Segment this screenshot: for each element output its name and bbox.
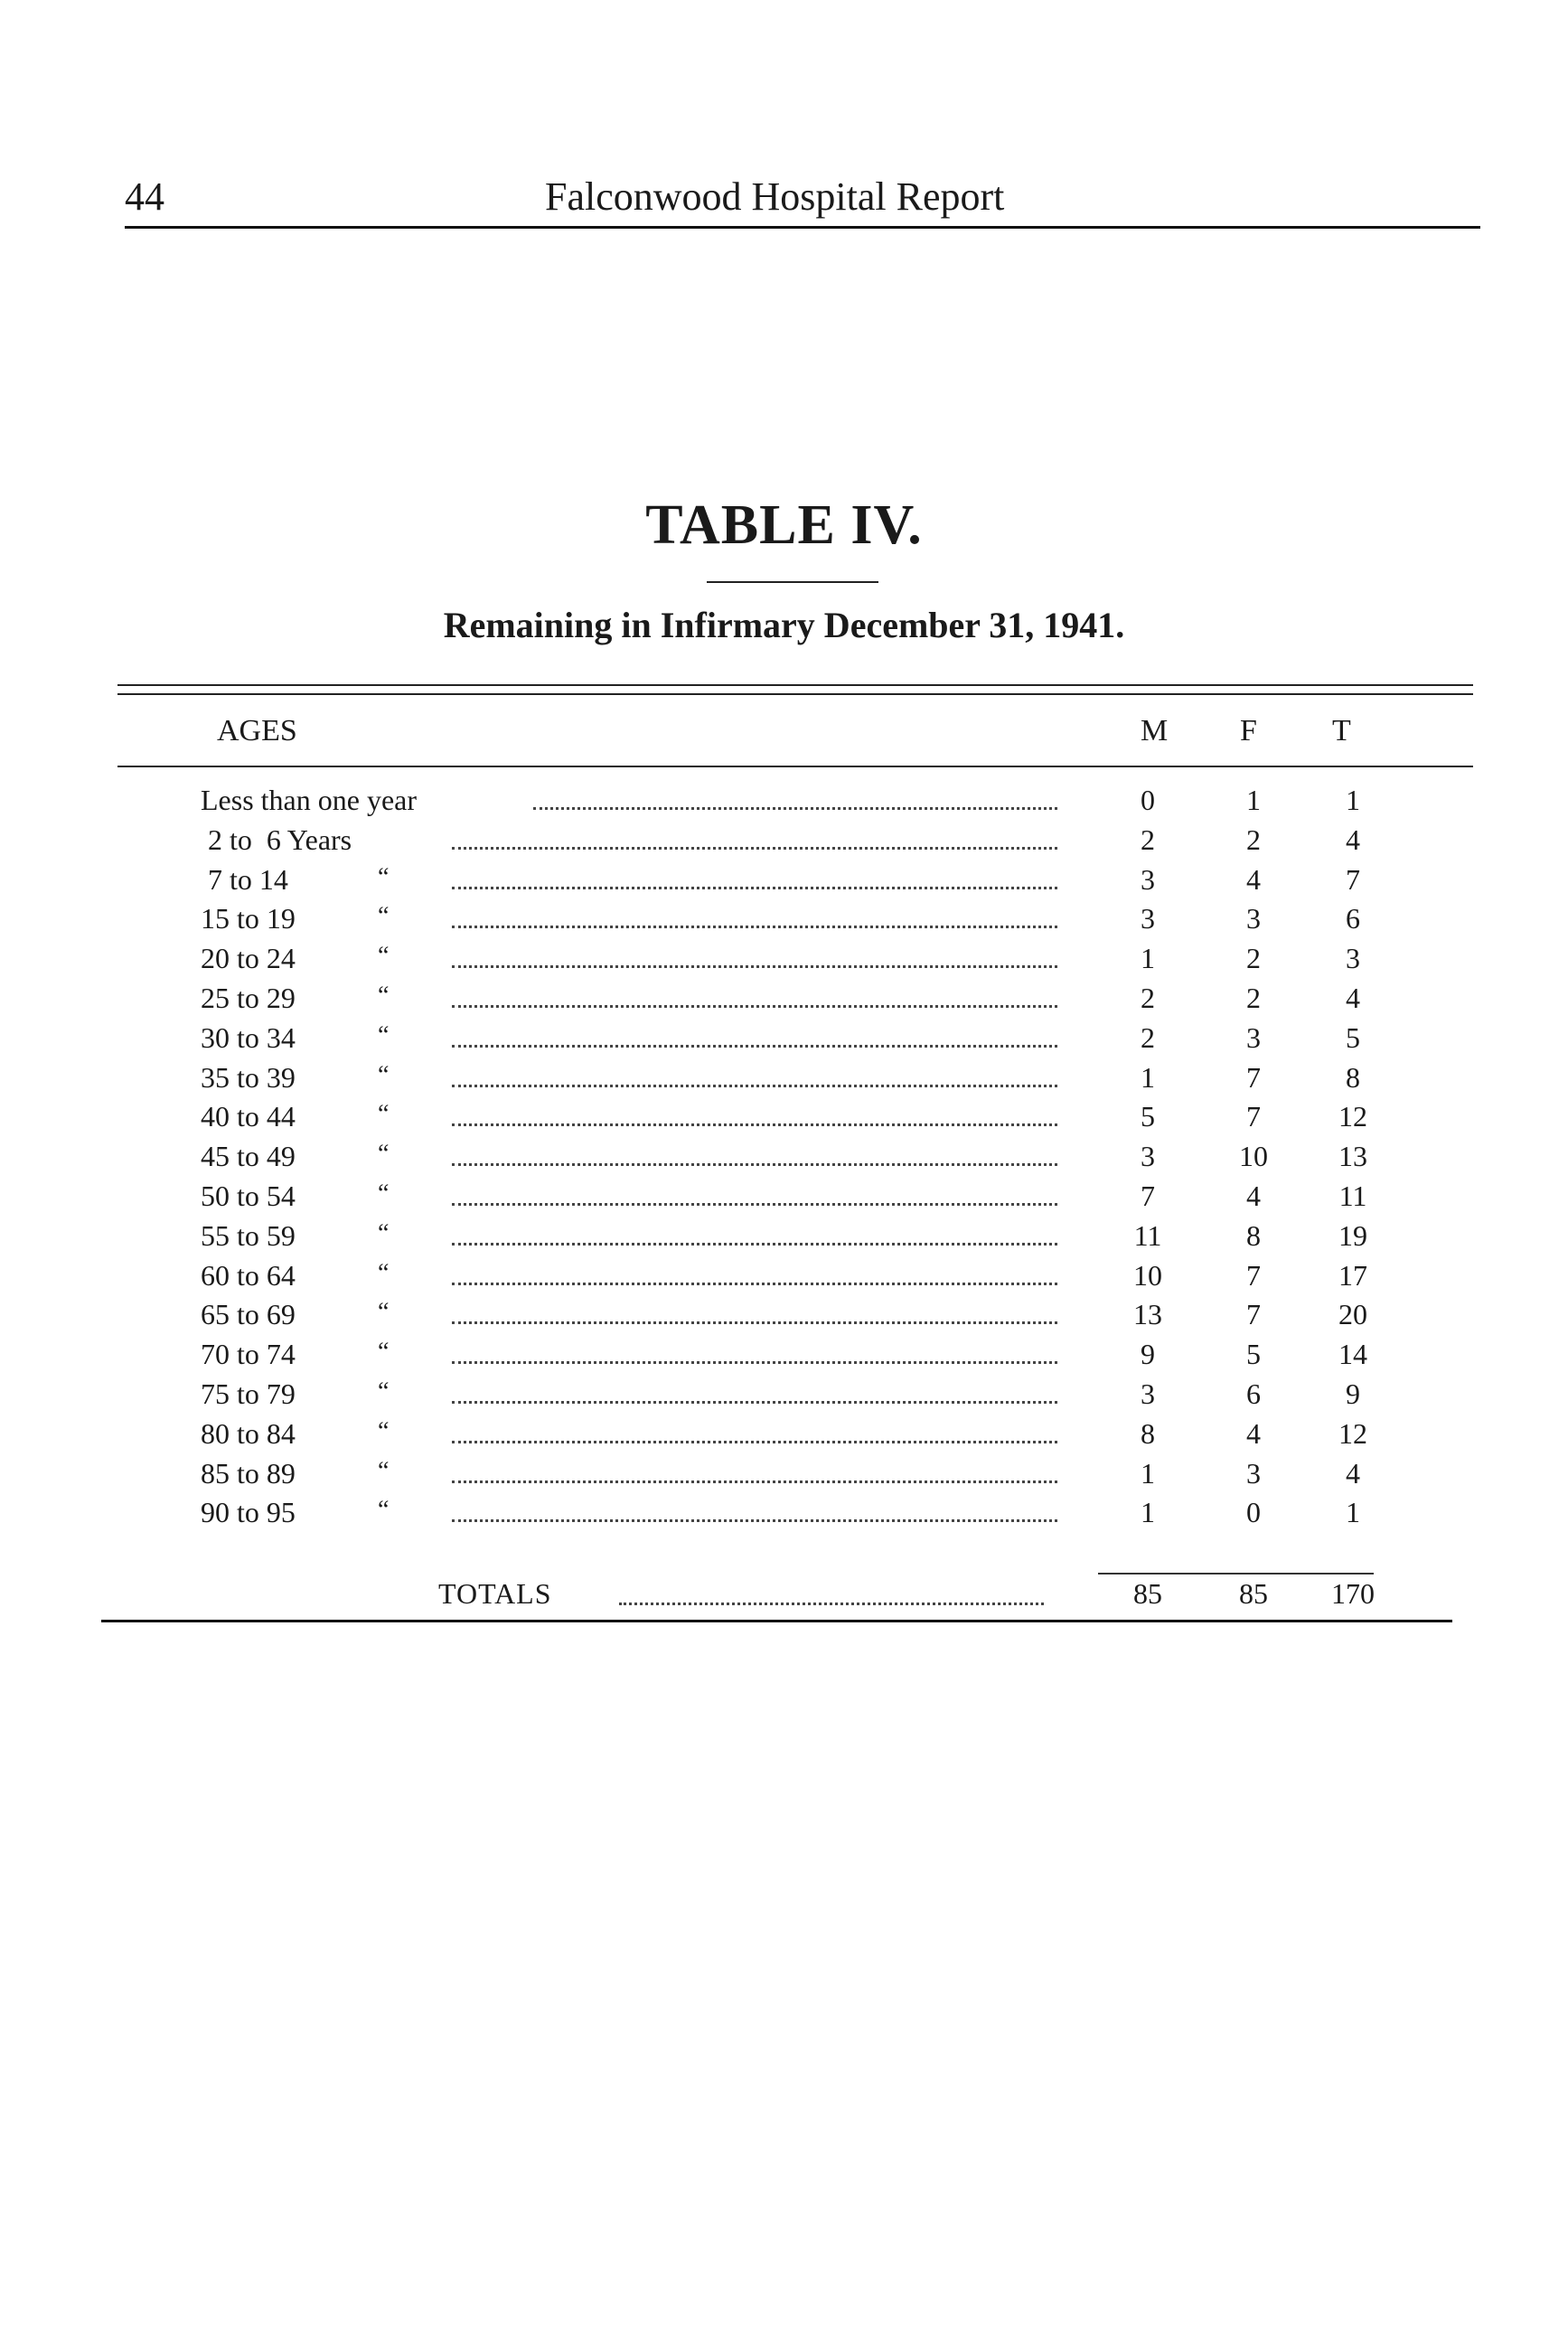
total-count: 1 [1346, 1496, 1360, 1529]
female-count: 1 [1246, 784, 1261, 816]
age-range-label: 40 to 44 [201, 1100, 296, 1133]
male-count: 1 [1141, 1060, 1155, 1094]
running-head [125, 174, 1480, 224]
totals-row [0, 1577, 1568, 1617]
dot-leader [452, 1519, 1057, 1522]
totals-label: TOTALS [438, 1577, 552, 1610]
female-count: 7 [1246, 1060, 1261, 1094]
female-count: 2 [1246, 942, 1261, 975]
total-count: 12 [1338, 1100, 1367, 1133]
ditto-mark: “ [378, 1298, 390, 1327]
ditto-mark: “ [378, 1377, 390, 1405]
column-header-total: T [1332, 714, 1351, 747]
table-row [0, 863, 1568, 903]
ditto-mark: “ [378, 1338, 390, 1367]
age-range-label: 50 to 54 [201, 1180, 296, 1212]
female-count: 7 [1246, 1298, 1261, 1331]
total-female: 85 [1239, 1577, 1268, 1610]
female-count: 0 [1246, 1496, 1261, 1529]
column-header-male: M [1141, 714, 1169, 747]
male-count: 8 [1141, 1416, 1155, 1450]
female-count: 4 [1246, 1180, 1261, 1212]
column-header-rule [117, 766, 1473, 767]
column-header-female: F [1240, 714, 1257, 747]
total-count: 6 [1346, 902, 1360, 935]
female-count: 2 [1246, 822, 1261, 856]
age-range-label: 90 to 95 [201, 1496, 296, 1529]
page-number: 44 [125, 174, 164, 219]
total-count: 3 [1346, 942, 1360, 975]
dot-leader [452, 1005, 1057, 1008]
dot-leader [452, 1243, 1057, 1246]
ditto-mark: “ [378, 862, 390, 891]
report-title: Falconwood Hospital Report [545, 174, 1005, 219]
male-count: 1 [1141, 1496, 1155, 1529]
table-row [0, 1140, 1568, 1180]
table-row [0, 1061, 1568, 1101]
table-row [0, 1021, 1568, 1061]
female-count: 6 [1246, 1377, 1261, 1410]
table-row [0, 1417, 1568, 1457]
dot-leader [452, 1085, 1057, 1087]
female-count: 5 [1246, 1338, 1261, 1371]
age-range-label: Less than one year [201, 784, 418, 816]
table-row [0, 1377, 1568, 1417]
female-count: 2 [1246, 982, 1261, 1014]
total-count: 11 [1338, 1180, 1367, 1212]
male-count: 3 [1141, 902, 1155, 935]
female-count: 8 [1246, 1218, 1261, 1252]
ditto-mark: “ [378, 1140, 390, 1169]
dot-leader [452, 1401, 1057, 1404]
total-count: 1 [1346, 784, 1360, 816]
total-count: 5 [1346, 1020, 1360, 1054]
total-count: 4 [1346, 982, 1360, 1014]
male-count: 1 [1141, 942, 1155, 975]
age-range-label: 75 to 79 [201, 1377, 296, 1410]
table-top-rule-second [117, 693, 1473, 695]
table-row [0, 1298, 1568, 1338]
dot-leader [452, 1321, 1057, 1324]
total-count: 8 [1346, 1060, 1360, 1094]
male-count: 0 [1141, 784, 1155, 816]
title-underline [707, 581, 878, 583]
age-range-label: 7 to 14 [201, 862, 288, 896]
total-count: 17 [1338, 1258, 1367, 1292]
male-count: 9 [1141, 1338, 1155, 1371]
table-row [0, 1457, 1568, 1497]
table-row [0, 1180, 1568, 1219]
male-count: 13 [1133, 1298, 1162, 1331]
table-row [0, 1259, 1568, 1299]
dot-leader [452, 847, 1057, 850]
ditto-mark: “ [378, 1020, 390, 1049]
table-bottom-rule [101, 1620, 1452, 1622]
total-count: 20 [1338, 1298, 1367, 1331]
table-row [0, 1338, 1568, 1377]
total-male: 85 [1133, 1577, 1162, 1610]
male-count: 2 [1141, 822, 1155, 856]
ditto-mark: “ [378, 1180, 390, 1208]
table-row [0, 1219, 1568, 1259]
male-count: 1 [1141, 1456, 1155, 1490]
total-count: 12 [1338, 1416, 1367, 1450]
dot-leader [452, 965, 1057, 968]
dot-leader [452, 1361, 1057, 1364]
age-range-label: 70 to 74 [201, 1338, 296, 1371]
male-count: 3 [1141, 1140, 1155, 1173]
column-header-ages: AGES [217, 714, 297, 747]
age-range-label: 20 to 24 [201, 942, 296, 975]
dot-leader [619, 1603, 1044, 1605]
table-row [0, 902, 1568, 942]
total-count: 9 [1346, 1377, 1360, 1410]
dot-leader [452, 1480, 1057, 1483]
male-count: 3 [1141, 862, 1155, 896]
age-range-label: 45 to 49 [201, 1140, 296, 1173]
dot-leader [452, 1045, 1057, 1048]
male-count: 3 [1141, 1377, 1155, 1410]
age-range-label: 15 to 19 [201, 902, 296, 935]
table-row [0, 823, 1568, 863]
table-top-rule [117, 684, 1473, 686]
table-row [0, 982, 1568, 1021]
ditto-mark: “ [378, 902, 390, 931]
total-count: 13 [1338, 1140, 1367, 1173]
header-rule [125, 226, 1480, 229]
dot-leader [452, 1163, 1057, 1166]
dot-leader [452, 1441, 1057, 1443]
dot-leader [452, 1283, 1057, 1285]
dot-leader [452, 887, 1057, 889]
female-count: 3 [1246, 902, 1261, 935]
ditto-mark: “ [378, 1258, 390, 1287]
female-count: 3 [1246, 1456, 1261, 1490]
table-row [0, 942, 1568, 982]
female-count: 7 [1246, 1100, 1261, 1133]
table-row [0, 1496, 1568, 1536]
total-overall: 170 [1331, 1577, 1375, 1610]
total-count: 19 [1338, 1218, 1367, 1252]
dot-leader [452, 1203, 1057, 1206]
female-count: 7 [1246, 1258, 1261, 1292]
total-count: 14 [1338, 1338, 1367, 1371]
age-range-label: 80 to 84 [201, 1416, 296, 1450]
male-count: 11 [1133, 1218, 1162, 1252]
ditto-mark: “ [378, 1496, 390, 1525]
ditto-mark: “ [378, 1416, 390, 1445]
ditto-mark: “ [378, 942, 390, 971]
age-range-label: 2 to 6 Years [201, 822, 352, 856]
male-count: 2 [1141, 982, 1155, 1014]
male-count: 5 [1141, 1100, 1155, 1133]
total-count: 7 [1346, 862, 1360, 896]
ditto-mark: “ [378, 1060, 390, 1089]
female-count: 3 [1246, 1020, 1261, 1054]
ditto-mark: “ [378, 1456, 390, 1485]
dot-leader [533, 807, 1057, 810]
ditto-mark: “ [378, 982, 390, 1010]
age-range-label: 30 to 34 [201, 1020, 296, 1054]
ditto-mark: “ [378, 1100, 390, 1129]
table-row [0, 784, 1568, 823]
male-count: 7 [1141, 1180, 1155, 1212]
age-range-label: 65 to 69 [201, 1298, 296, 1331]
ditto-mark: “ [378, 1218, 390, 1247]
female-count: 4 [1246, 862, 1261, 896]
table-subtitle: Remaining in Infirmary December 31, 1941. [443, 605, 1125, 645]
age-range-label: 25 to 29 [201, 982, 296, 1014]
age-range-label: 85 to 89 [201, 1456, 296, 1490]
sum-rule [1098, 1573, 1374, 1574]
male-count: 2 [1141, 1020, 1155, 1054]
age-range-label: 55 to 59 [201, 1218, 296, 1252]
age-range-label: 35 to 39 [201, 1060, 296, 1094]
age-range-label: 60 to 64 [201, 1258, 296, 1292]
total-count: 4 [1346, 822, 1360, 856]
total-count: 4 [1346, 1456, 1360, 1490]
table-row [0, 1100, 1568, 1140]
table-title: TABLE IV. [645, 494, 923, 556]
dot-leader [452, 926, 1057, 928]
female-count: 10 [1239, 1140, 1268, 1173]
male-count: 10 [1133, 1258, 1162, 1292]
dot-leader [452, 1123, 1057, 1126]
female-count: 4 [1246, 1416, 1261, 1450]
